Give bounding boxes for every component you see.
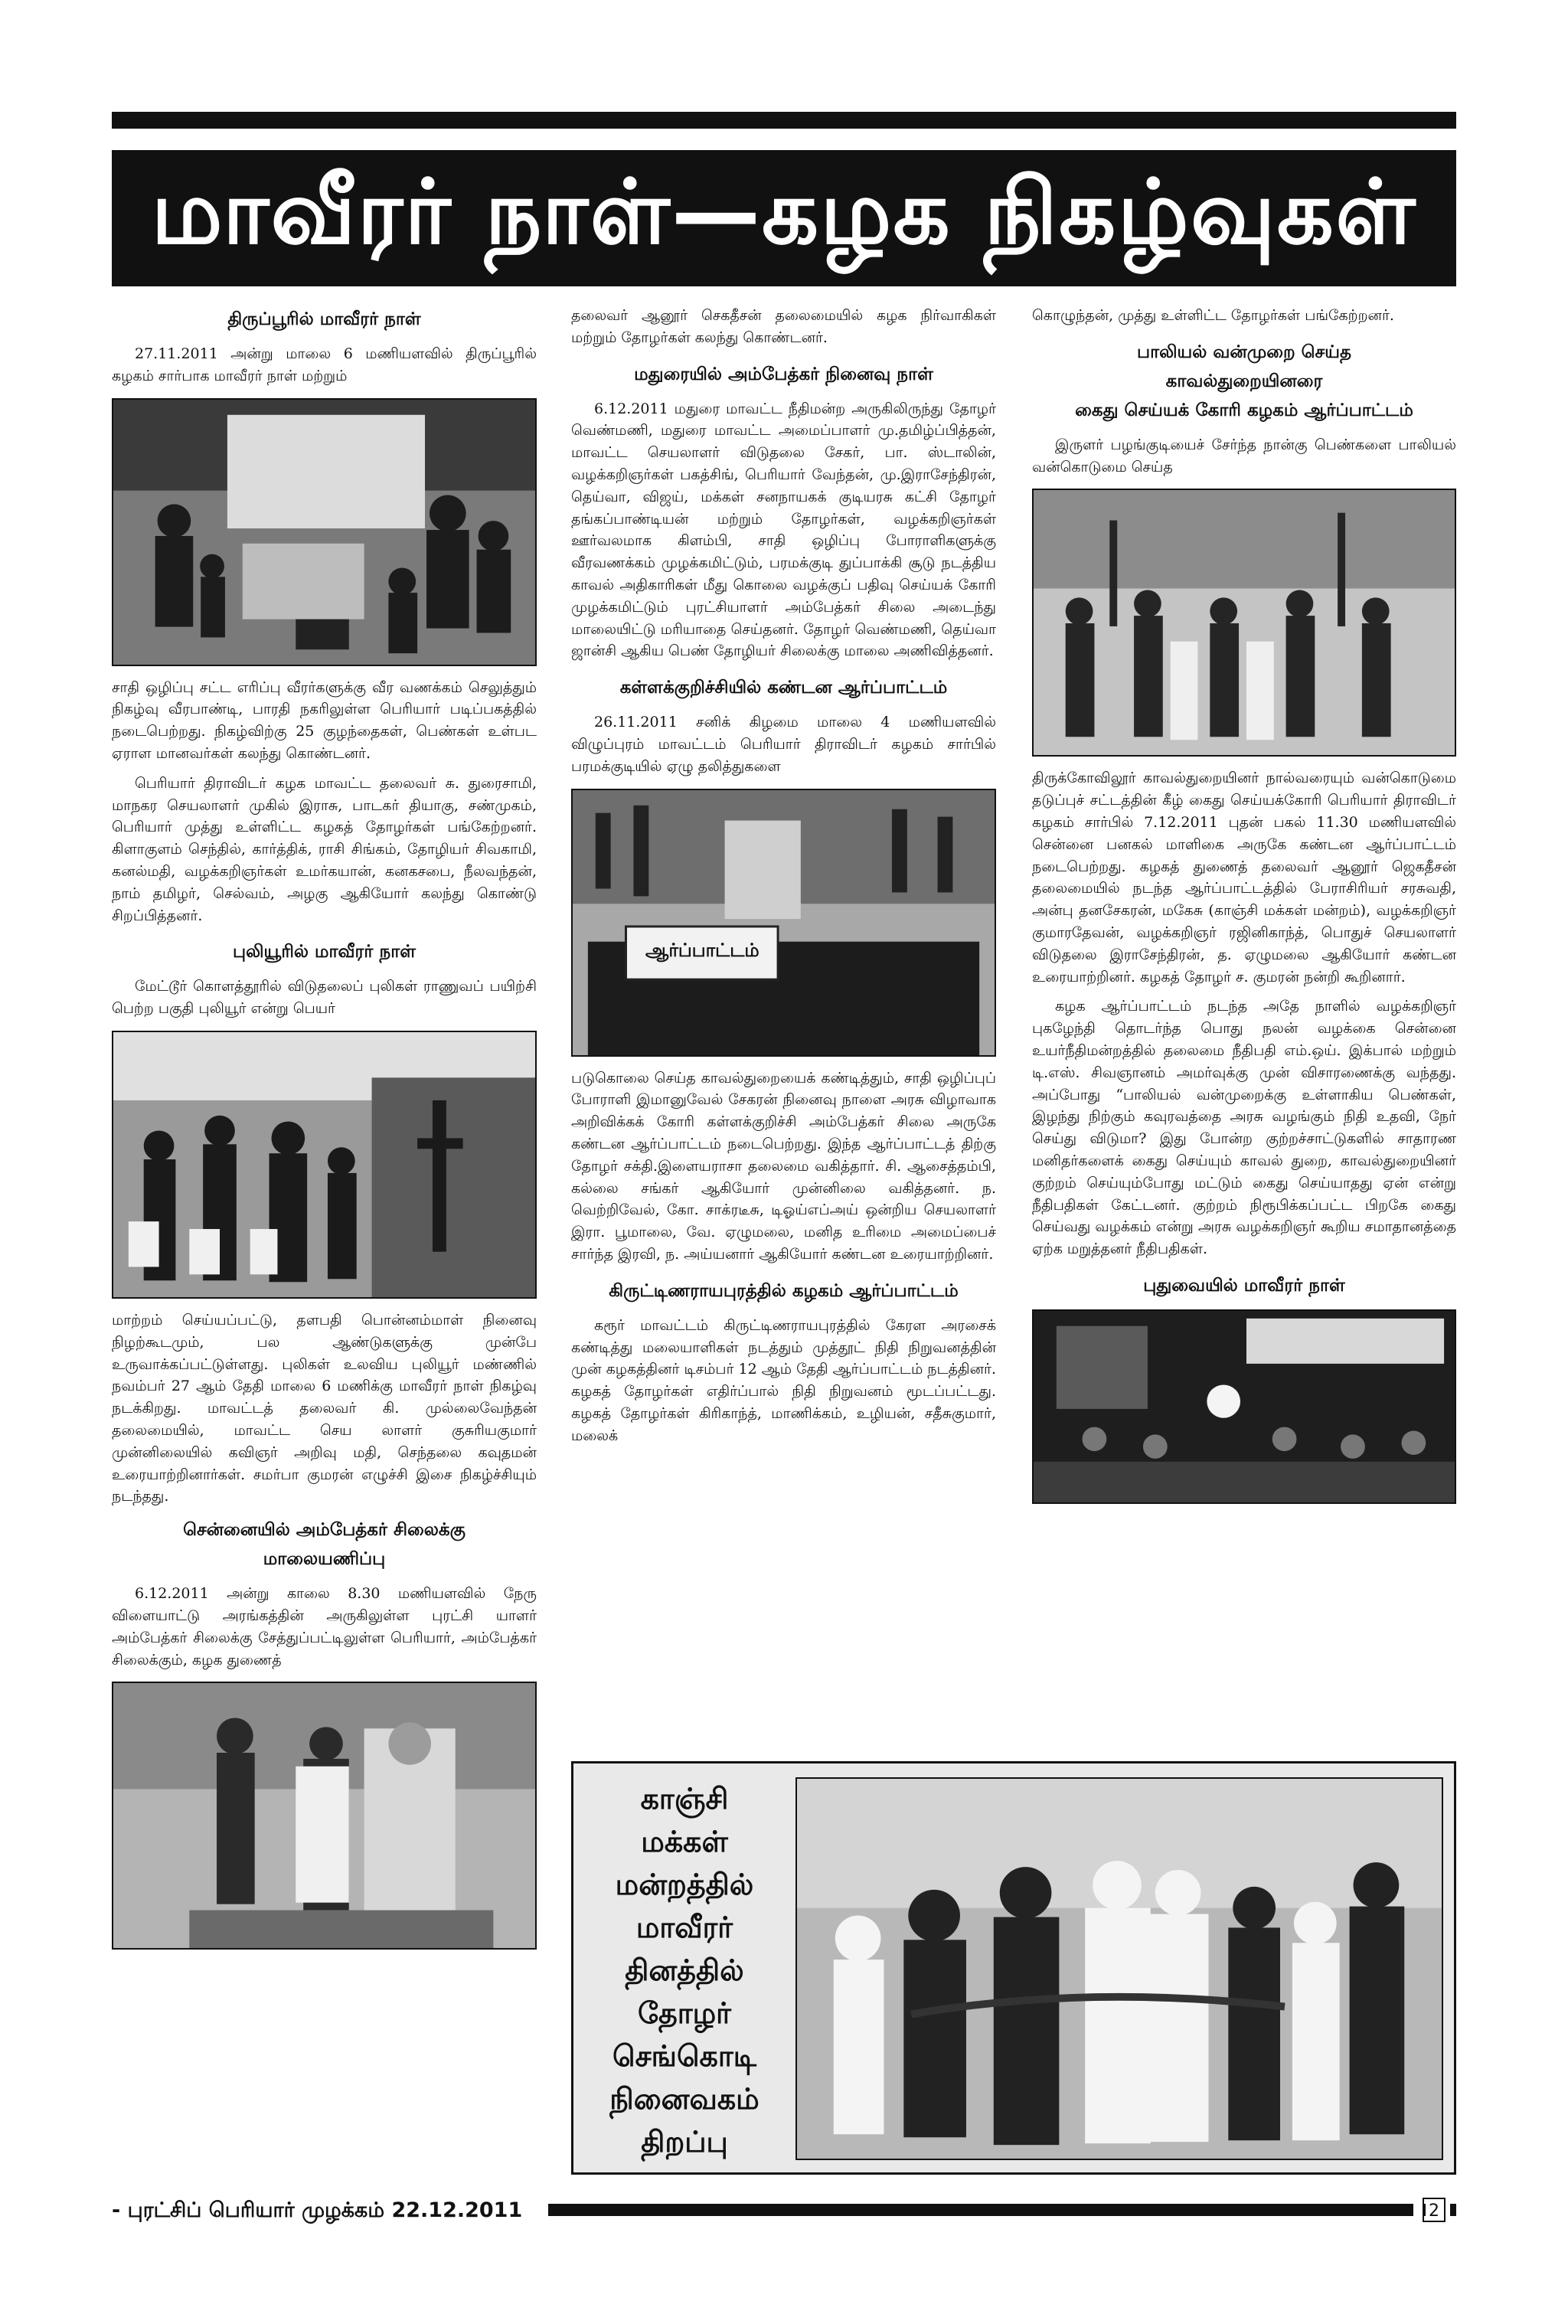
article-title-tiruppur: திருப்பூரில் மாவீரர் நாள்	[227, 309, 421, 329]
page-number: 2	[1423, 2198, 1446, 2222]
article-title-krishnarayapuram: கிருட்டிணராயபுரத்தில் கழகம் ஆர்ப்பாட்டம்	[609, 1280, 959, 1301]
feature-title-line: காஞ்சி	[640, 1782, 729, 1816]
article-text-continued: தலைவர் ஆனூர் செகதீசன் தலைமையில் கழக நிர்வாகிகள் மற்றும் தோழர்கள் கலந்து கொண்டனர்.	[571, 307, 996, 346]
feature-box-title	[596, 1777, 773, 2163]
article-text-kallakurichi-intro: 26.11.2011 சனிக் கிழமை மாலை 4 மணியளவில் விழுப்புரம் மாவட்டம் பெரியார் திராவிடர் கழகம் சார்பில் பரமக்குடியில் ஏழு தலித்துகளை	[571, 714, 996, 775]
feature-title-line: மக்கள்	[641, 1825, 728, 1858]
photo-caption-tiruppur: சாதி ஒழிப்பு சட்ட எரிப்பு வீரர்களுக்கு வீர வணக்கம் செலுத்தும் நிகழ்வு வீரபாண்டி, பாரதி நகரிலுள்ள பெரியார் படிப்பகத்தில் நடைபெற்றது. நிகழ்விற்கு 25 குழந்தைகள், பெண்கள் உள்பட ஏராள மானவர்கள் கலந்து கொண்டனர்.	[112, 678, 537, 762]
column-1	[112, 305, 537, 1960]
page-footer	[112, 2195, 1456, 2227]
article-text-tiruppur-participants: பெரியார் திராவிடர் கழக மாவட்ட தலைவர் சு. துரைசாமி, மாநகர செயலாளர் முகில் இராசு, பாடகர் தியாகு, சண்முகம், பெரியார் முத்து உள்ளிட்ட கழகத் தோழர்கள் பங்கேற்றனர். கிளாகுளம் செந்தில், கார்த்திக், ராசி சிங்கம், தோழியர் சிவகாமி, கனல்மதி, வழக்கறிஞர்கள் உமர்கயான், கனகசபை, நீலவந்தன், நாம் தமிழர், செல்வம், அழகு ஆகியோர் கலந்து கொண்டு சிறப்பித்தனர்.	[112, 774, 537, 924]
feature-box-kanchi	[571, 1761, 1456, 2175]
photo-memorial-opening	[795, 1777, 1443, 2160]
feature-title-line: மன்றத்தில்	[615, 1868, 754, 1901]
article-text-kallakurichi: படுகொலை செய்த காவல்துறையைக் கண்டித்தும், சாதி ஒழிப்புப் போராளி இமானுவேல் சேகரன் நினைவு நாளை அரசு விழாவாக அறிவிக்கக் கோரி கள்ளக்குறிச்சி அம்பேத்கர் சிலை அருகே கண்டன ஆர்ப்பாட்டம் நடைபெற்றது. இந்த ஆர்ப்பாட்டத் திற்கு தோழர் சக்தி.இளையராசா தலைமை வகித்தார். சி. ஆசைத்தம்பி, கல்லை சங்கர் ஆகியோர் முன்னிலை வகித்தனர். ந. வெற்றிவேல், கோ. சாக்ரடீசு, டிஓய்எப்அய் ஒன்றிய செயலாளர் இரா. பூமாலை, வே. ஏழுமலை, மனித உரிமை அமைப்பைச் சார்ந்த இரவி, ந. அய்யனார் ஆகியோர் கண்டன உரையாற்றினர்.	[571, 1069, 996, 1263]
article-text-krishnarayapuram: கரூர் மாவட்டம் கிருட்டிணராயபுரத்தில் கேரள அரசைக் கண்டித்து மலையாளிகள் நடத்தும் முத்தூட் நிதி நிறுவனத்தின் முன் கழகத்தினர் டிசம்பர் 12 ஆம் தேதி ஆர்ப்பாட்டம் நடத்தினர். கழகத் தோழர்கள் எதிர்ப்பால் நிதி நிறுவனம் மூடப்பட்டது. கழகத் தோழர்கள் கிரிகாந்த், மாணிக்கம், உழியன், சதீசுகுமார், மலைக்	[571, 1316, 996, 1444]
photo-caption-puliyur: மாற்றம் செய்யப்பட்டு, தளபதி பொன்னம்மாள் நினைவு நிழற்கூடமும், பல ஆண்டுகளுக்கு முன்பே உருவாக்கப்பட்டுள்ளது. புலிகள் உலவிய புலியூர் மண்ணில் நவம்பர் 27 ஆம் தேதி மாலை 6 மணிக்கு மாவீரர் நாள் நிகழ்வு நடக்கிறது. மாவட்டத் தலைவர் கி. முல்லைவேந்தன் தலைமையில், மாவட்ட செய லாளர் குசுரியகுமார் முன்னிலையில் கவிஞர் அறிவு மதி, செந்தலை கவுதமன் உரையாற்றினார்கள். சமர்பா குமரன் எழுச்சி இசை நிகழ்ச்சியும் நடந்தது.	[112, 1311, 537, 1505]
article-text-madurai: 6.12.2011 மதுரை மாவட்ட நீதிமன்ற அருகிலிருந்து தோழர் வெண்மணி, மதுரை மாவட்ட அமைப்பாளர் மு.தமிழ்ப்பித்தன், மாவட்ட செயலாளர் விடுதலை சேகர், பா. ஸ்டாலின், வழக்கறிஞர்கள் பகத்சிங், பெரியார் வேந்தன், மு.இராசேந்திரன், தெய்வா, விஜய், மக்கள் சனநாயகக் குடியரசு கட்சி தோழர் தங்கப்பாண்டியன் மற்றும் தோழர்கள், வழக்கறிஞர்கள் ஊர்வலமாக கிளம்பி, சாதி ஒழிப்பு போராளிகளுக்கு வீரவணக்கம் முழக்கமிட்டும், பரமக்குடி துப்பாக்கி சூடு நடத்திய காவல் அதிகாரிகள் மீது கொலை வழக்குப் பதிவு செய்யக் கோரி முழக்கமிட்டும் புரட்சியாளர் அம்பேத்கர் சிலை அடைந்து மாலையிட்டு மரியாதை செய்தனர். தோழர் வெண்மணி, தெய்வா ஜான்சி ஆகிய பெண் தோழியர் சிலைக்கு மாலை அணிவித்தனர்.	[571, 400, 996, 660]
photo-ambedkar-statue	[112, 1682, 537, 1950]
article-title-kallakurichi: கள்ளக்குறிச்சியில் கண்டன ஆர்ப்பாட்டம்	[619, 678, 948, 698]
article-title-protest-line3: கைது செய்யக் கோரி கழகம் ஆர்ப்பாட்டம்	[1075, 400, 1413, 420]
article-text-protest: திருக்கோவிலூர் காவல்துறையினர் நால்வரையும் வன்கொடுமை தடுப்புச் சட்டத்தின் கீழ் கைது செய்யக்கோரி பெரியார் திராவிடர் கழகம் சார்பில் 7.12.2011 புதன் பகல் 11.30 மணியளவில் சென்னை பனகல் மாளிகை அருகே கண்டன ஆர்ப்பாட்டம் நடைபெற்றது. கழகத் துணைத் தலைவர் ஆனூர் ஜெகதீசன் தலைமையில் நடந்த ஆர்ப்பாட்டத்தில் பேராசிரியர் சரசுவதி, அன்பு தனசேகரன், மகேசு (காஞ்சி மக்கள் மன்றம்), வழக்கறிஞர் குமாரதேவன், வழக்கறிஞர் ரஜினிகாந்த், பொதுச் செயலாளர் விடுதலை இராசேந்திரன், த. ஏழுமலை ஆகியோர் கண்டன உரையாற்றினர். கழகத் தோழர் ச. குமரன் நன்றி கூறினார்.	[1032, 770, 1456, 985]
feature-title-line: நினைவகம்	[609, 2082, 760, 2116]
top-rule	[112, 112, 1456, 129]
article-text-court: கழக ஆர்ப்பாட்டம் நடந்த அதே நாளில் வழக்கறிஞர் புகழேந்தி தொடர்ந்த பொது நலன் வழக்கை சென்னை உயர்நீதிமன்றத்தில் தலைமை நீதிபதி எம்.ஒய். இக்பால் மற்றும் டி.எஸ். சிவஞானம் அமர்வுக்கு முன் விசாரணைக்கு வந்தது. அப்போது “பாலியல் வன்முறைக்கு உள்ளாகிய பெண்கள், இழந்து நிற்கும் கவுரவத்தை அரசு வழங்கும் நிதி உதவி, நேர் செய்து விடுமா? இது போன்ற குற்றச்சாட்டுகளில் சாதாரண மனிதர்களைக் கைது செய்யும் காவல் துறை, காவல்துறையினர் குற்றம் செய்யும்போது மட்டும் கைது செய்யாதது ஏன் என்று நீதிபதிகள் கேட்டனர். குற்றம் நிரூபிக்கப்பட்ட பிறகே கைது செய்வது வழக்கம் என்று அரசு வழக்கறிஞர் கூறிய சமாதானத்தை ஏற்க மறுத்தனர் நீதிபதிகள்.	[1032, 998, 1456, 1258]
article-title-protest-line2: காவல்துறையினரை	[1165, 371, 1323, 391]
photo-chennai-protest	[1032, 489, 1456, 757]
article-title-chennai-line1: சென்னையில் அம்பேத்கர் சிலைக்கு	[183, 1520, 466, 1541]
feature-title-line: மாவீரர்	[635, 1911, 733, 1944]
article-text-puliyur-intro: மேட்டூர் கொளத்தூரில் விடுதலைப் புலிகள் ராணுவப் பயிற்சி பெற்ற பகுதி புலியூர் என்று பெயர்	[112, 978, 537, 1018]
photo-tiruppur-event	[112, 398, 537, 666]
article-title-madurai: மதுரையில் அம்பேத்கர் நினைவு நாள்	[634, 364, 933, 384]
article-text-continued-2: கொழுந்தன், முத்து உள்ளிட்ட தோழர்கள் பங்கேற்றனர்.	[1032, 307, 1394, 324]
article-text-protest-intro: இருளர் பழங்குடியைச் சேர்ந்த நான்கு பெண்களை பாலியல் வன்கொடுமை செய்த	[1032, 436, 1456, 476]
article-title-puducherry: புதுவையில் மாவீரர் நாள்	[1143, 1275, 1345, 1296]
protest-banner-text: ஆர்ப்பாட்டம்	[645, 939, 760, 961]
photo-kallakurichi-protest	[571, 789, 996, 1057]
article-title-chennai-line2: மாலையணிப்பு	[263, 1549, 386, 1570]
column-2	[571, 305, 996, 1447]
page-headline: மாவீரர் நாள்—கழக நிகழ்வுகள்	[112, 150, 1456, 286]
article-text-tiruppur-intro: 27.11.2011 அன்று மாலை 6 மணியளவில் திருப்பூரில் கழகம் சார்பாக மாவீரர் நாள் மற்றும்	[112, 345, 537, 384]
article-title-puliyur: புலியூரில் மாவீரர் நாள்	[233, 942, 416, 963]
footer-publication: - புரட்சிப் பெரியார் முழக்கம் 22.12.2011	[112, 2198, 523, 2222]
footer-rule	[548, 2204, 1413, 2216]
feature-title-line: செங்கொடி	[612, 2039, 756, 2073]
article-title-protest-line1: பாலியல் வன்முறை செய்த	[1137, 342, 1351, 362]
footer-rule-end	[1450, 2204, 1456, 2216]
photo-puliyur-event	[112, 1031, 537, 1299]
photo-puducherry-event	[1032, 1309, 1456, 1504]
feature-title-line: தோழர்	[637, 1996, 731, 2030]
feature-title-line: திறப்பு	[641, 2125, 728, 2159]
article-text-chennai-intro: 6.12.2011 அன்று காலை 8.30 மணியளவில் நேரு விளையாட்டு அரங்கத்தின் அருகிலுள்ள புரட்சி யாளர் அம்பேத்கர் சிலைக்கு சேத்துப்பட்டிலுள்ள பெரியார், அம்பேத்கர் சிலைக்கும், கழக துணைத்	[112, 1585, 537, 1669]
column-3	[1032, 305, 1456, 1515]
feature-title-line: தினத்தில்	[625, 1953, 744, 1987]
